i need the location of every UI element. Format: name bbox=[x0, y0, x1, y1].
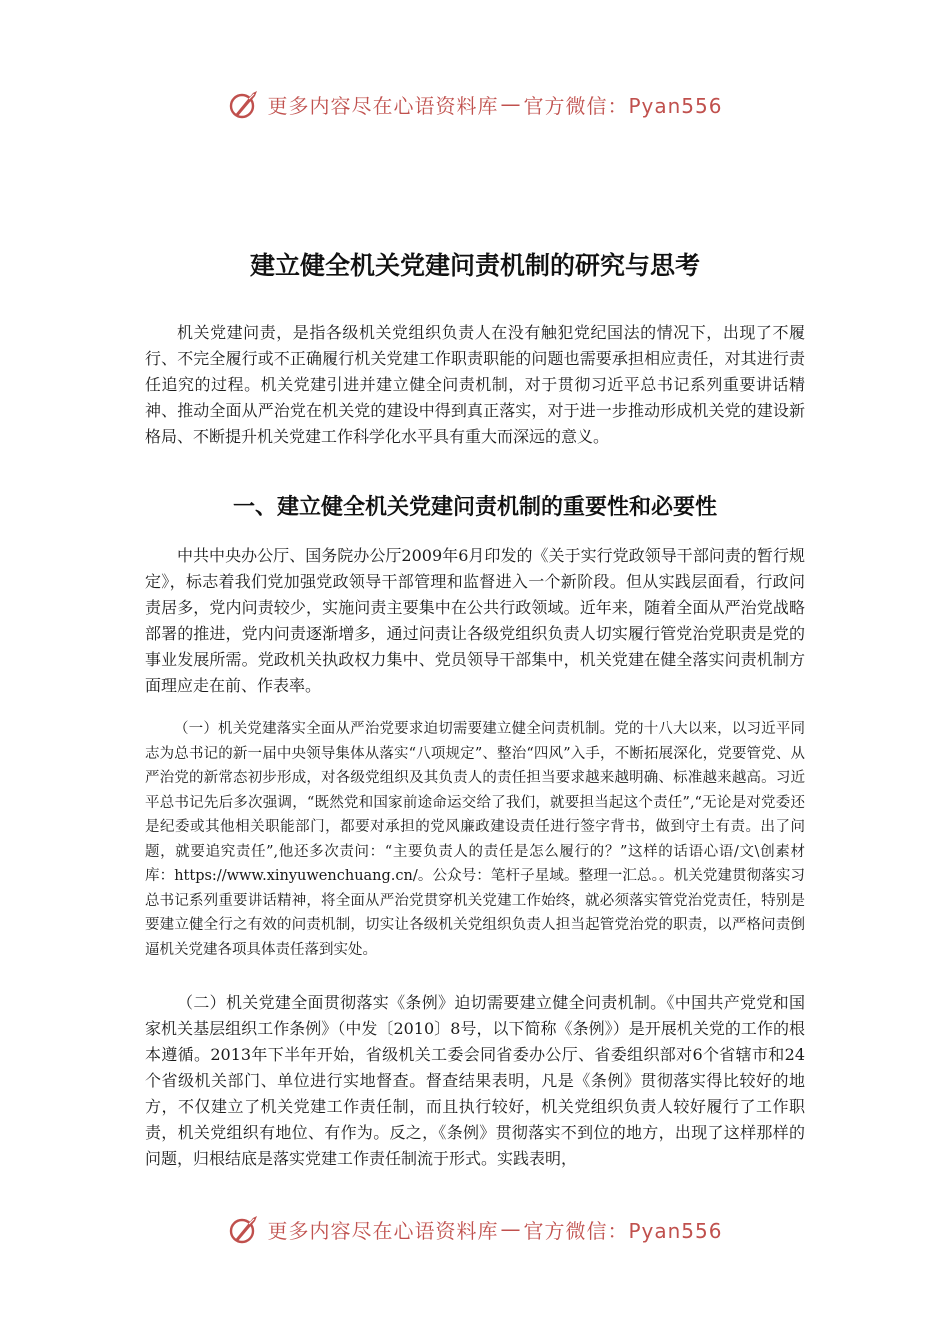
quill-circle-logo-icon bbox=[227, 1212, 261, 1246]
quill-circle-logo-icon bbox=[227, 87, 261, 121]
intro-paragraph: 机关党建问责，是指各级机关党组织负责人在没有触犯党纪国法的情况下，出现了不履行、不完全履行或不正确履行机关党建工作职责职能的问题也需要承担相应责任，对其进行责任追究的过程。机关党建引进并建立健全问责机制，对于贯彻习近平总书记系列重要讲话精神、推动全面从严治党在机关党的建设中得到真正落实，对于进一步推动形成机关党的建设新格局、不断提升机关党建工作科学化水平具有重大而深远的意义。 bbox=[145, 323, 805, 446]
document-title: 建立健全机关党建问责机制的研究与思考 bbox=[249, 251, 700, 280]
body-paragraph-2: （一）机关党建落实全面从严治党要求迫切需要建立健全问责机制。党的十八大以来，以习近平同志为总书记的新一届中央领导集体从落实“八项规定”、整治“四风”入手，不断拓展深化，党要管党、从严治党的新常态初步形成，对各级党组织及其负责人的责任担当要求越来越明确、标准越来越高。习近平总书记先后多次强调，“既然党和国家前途命运交给了我们，就要担当起这个责任”,“无论是对党委还是纪委或其他相关职能部门，都要对承担的党风廉政建设责任进行签字背书，做到守土有责。出了问题，就要追究责任”,他还多次责问：“主要负责人的责任是怎么履行的？”这样的话语心语/文\创素材库：https://www.xinyuwenchuang.cn/。公众号：笔杆子星域。整理一汇总。。机关党建贯彻落实习总书记系列重要讲话精神，将全面从严治党贯穿机关党建工作始终，就必须落实管党治党责任，特别是要建立健全行之有效的问责机制，切实让各级机关党组织负责人担当起管党治党的职责，以严格问责倒逼机关党建各项具体责任落到实处。 bbox=[145, 721, 805, 958]
header-banner bbox=[0, 82, 950, 126]
banner-contact: 官方微信：Pyan556 bbox=[523, 1218, 723, 1243]
banner-separator: — bbox=[500, 92, 522, 116]
section-heading: 一、建立健全机关党建问责机制的重要性和必要性 bbox=[232, 495, 717, 520]
banner-text: 更多内容尽在心语资料库 bbox=[267, 1218, 499, 1243]
body-paragraph-1: 中共中央办公厅、国务院办公厅2009年6月印发的《关于实行党政领导干部问责的暂行规定》，标志着我们党加强党政领导干部管理和监督进入一个新阶段。但从实践层面看，行政问责居多，党内问责较少，实施问责主要集中在公共行政领域。近年来，随着全面从严治党战略部署的推进，党内问责逐渐增多，通过问责让各级党组织负责人切实履行管党治党职责是党的事业发展所需。党政机关执政权力集中、党员领导干部集中，机关党建在健全落实问责机制方面理应走在前、作表率。 bbox=[145, 546, 805, 695]
banner-text: 更多内容尽在心语资料库 bbox=[267, 93, 499, 118]
banner-contact: 官方微信：Pyan556 bbox=[523, 93, 723, 118]
banner-separator: — bbox=[500, 1217, 522, 1241]
body-paragraph-3: （二）机关党建全面贯彻落实《条例》迫切需要建立健全问责机制。《中国共产党党和国家机关基层组织工作条例》（中发〔2010〕8号，以下简称《条例》）是开展机关党的工作的根本遵循。2013年下半年开始，省级机关工委会同省委办公厅、省委组织部对6个省辖市和24个省级机关部门、单位进行实地督查。督查结果表明，凡是《条例》贯彻落实得比较好的地方，不仅建立了机关党建工作责任制，而且执行较好，机关党组织负责人较好履行了工作职责，机关党组织有地位、有作为。反之，《条例》贯彻落实不到位的地方，出现了这样那样的问题，归根结底是落实党建工作责任制流于形式。实践表明， bbox=[145, 993, 805, 1168]
footer-banner bbox=[0, 1207, 950, 1251]
